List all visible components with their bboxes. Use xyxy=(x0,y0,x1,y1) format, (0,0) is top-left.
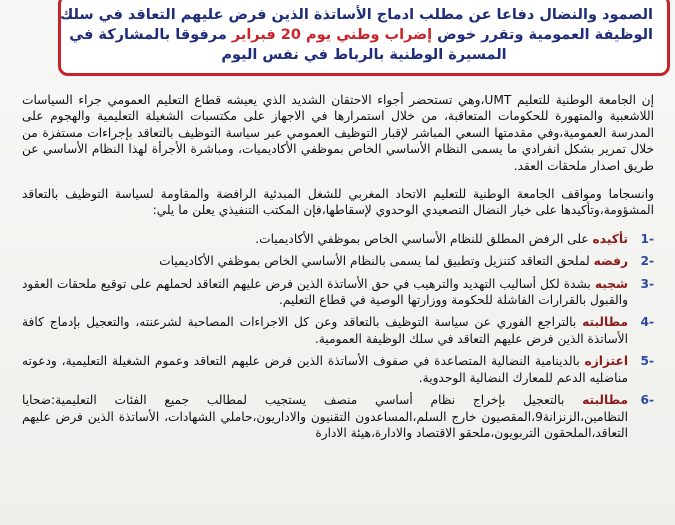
item-number: -2 xyxy=(640,254,654,269)
item-text: على الرفض المطلق للنظام الأساسي الخاص بموظفي الأكاديميات. xyxy=(255,231,593,246)
item-keyword: تأكيده xyxy=(592,231,628,246)
item-number: -5 xyxy=(640,354,654,369)
intro-paragraph-1: إن الجامعة الوطنية للتعليم UMT،وهي تستحضر أجواء الاحتقان الشديد الذي يعيشه قطاع التعليم العمومي جراء السياسات اللاشعبية والمتهورة للحكومات المتعاقبة، من خلال استمرارها في الاجهاز على مكتسبات الشغيلة التعليمية والهجوم على المدرسة العمومية،وفي مقدمتها السعي المباشر لإقبار التوظيف العمومي عبر سياسة التوظيف بالتعاقد بإجراءات مستفزة من خلال تمرير بشكل انفرادي ما يسمى النظام الأساسي الخاص بموظفي الأكاديميات، ومباشرة الأجرأة لهذا النظام الأساسي عن طريق اصدار ملحقات العقد. xyxy=(22,93,654,173)
header-line-2: الوظيفة العمومية وتقرر خوض إضراب وطني يوم 20 فبراير مرفوقا بالمشاركة في xyxy=(69,27,653,43)
header-emphasis: إضراب وطني يوم 20 فبراير xyxy=(231,27,433,43)
item-keyword: شجبه xyxy=(594,276,628,291)
item-keyword: مطالبته xyxy=(582,393,628,408)
item-number: -6 xyxy=(640,393,654,408)
item-number: -4 xyxy=(640,315,654,330)
item-text: بالدينامية النضالية المتصاعدة في صفوف الأساتذة الذين فرض عليهم التعاقد وعموم الشغيلة التعليمية، ودعوته مناضليه الدعم للمعارك النضالية الوحدوية. xyxy=(22,354,628,385)
list-item xyxy=(22,276,654,309)
statement-body xyxy=(22,92,654,447)
item-text: لملحق التعاقد كتنزيل وتطبيق لما يسمى بالنظام الأساسي الخاص بموظفي الأكاديميات xyxy=(159,254,594,269)
item-keyword: اعتزازه xyxy=(584,354,628,369)
item-number: -1 xyxy=(640,231,654,246)
item-text: بشدة لكل أساليب التهديد والترهيب في حق الأساتذة الذين فرض عليهم التعاقد لحملهم على توقيع ملحقات العقود والقبول بالقرارات الفاشلة للحكومة ووزارتها الوصية في قطاع التعليم. xyxy=(22,276,628,308)
list-item xyxy=(22,314,654,347)
item-keyword: رفضه xyxy=(593,254,628,269)
list-item xyxy=(22,231,654,247)
intro-paragraph-2: وانسجاما ومواقف الجامعة الوطنية للتعليم الاتحاد المغربي للشغل المبدئية الرافضة والمقاومة لسياسة التوظيف بالتعاقد المشؤومة،وتأكيدها على خيار النضال التصعيدي الوحدوي لإسقاطها،فإن المكتب التنفيذي يعلن ما يلي: xyxy=(22,187,654,218)
list-item xyxy=(22,253,654,269)
header-banner xyxy=(58,0,670,76)
list-item xyxy=(22,353,654,386)
item-text: بالتراجع الفوري عن سياسة التوظيف بالتعاقد وعن كل الاجراءات المصاحبة لشرعنته، والتعجيل بإدماج كافة الأساتذة الذين فرض عليهم التعاقد في سلك الوظيفة العمومية. xyxy=(22,315,628,346)
item-number: -3 xyxy=(640,276,654,291)
demands-list xyxy=(22,231,654,441)
list-item xyxy=(22,392,654,441)
item-keyword: مطالبته xyxy=(582,315,628,330)
header-line-1: الصمود والنضال دفاعا عن مطلب ادماج الأساتذة الذين فرض عليهم التعاقد في سلك xyxy=(59,7,653,23)
item-text: بالتعجيل بإخراج نظام أساسي منصف يستجيب لمطالب جميع الفئات التعليمية:ضحايا النظامين،الزنزانة9،المقصيون خارج السلم،المساعدون التقنيون والاداريون،حاملي الشهادات، الأساتذة الذين فرض عليهم التعاقد،الملحقون التربويون،ملحقو الاقتصاد والادارة،هيئة الادارة xyxy=(22,393,628,440)
header-line-3: المسيرة الوطنية بالرباط في نفس اليوم xyxy=(221,47,507,63)
